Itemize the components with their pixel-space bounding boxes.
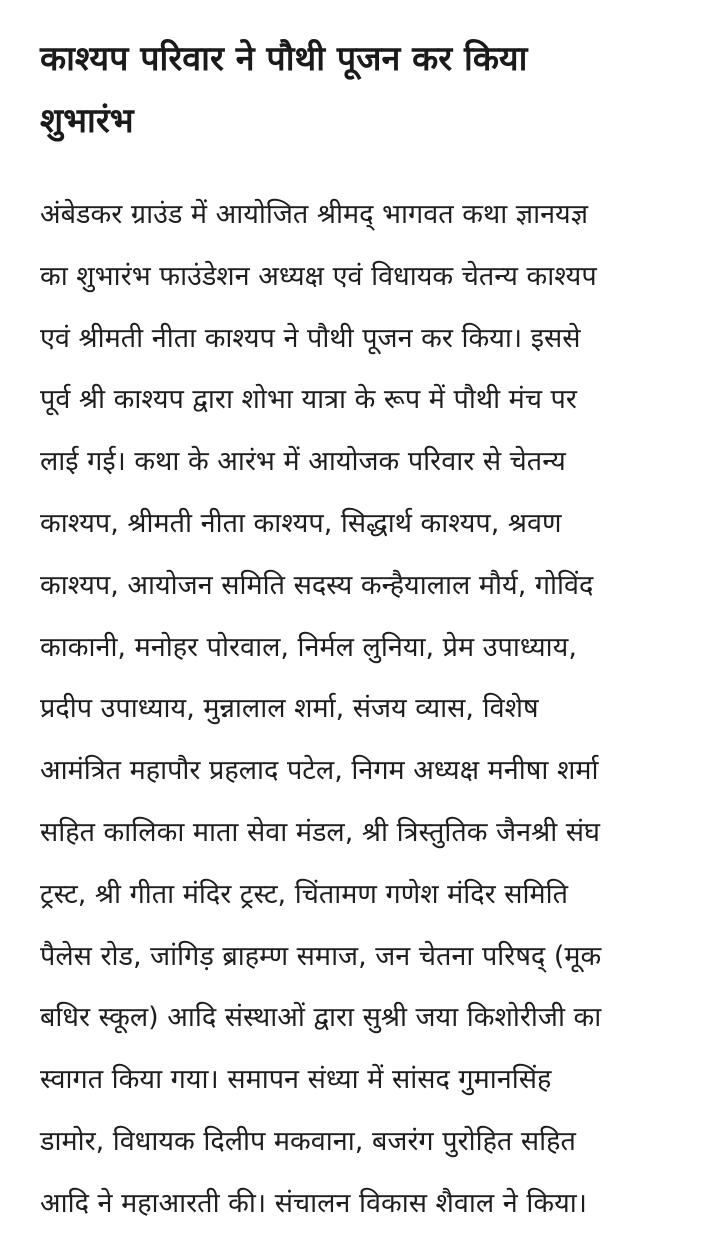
body-line: डामोर, विधायक दिलीप मकवाना, बजरंग पुरोहित सहित <box>40 1125 576 1157</box>
body-line: काश्यप, श्रीमती नीता काश्यप, सिद्धार्थ काश्यप, श्रवण <box>40 507 562 539</box>
body-line: काकानी, मनोहर पोरवाल, निर्मल लुनिया, प्रेम उपाध्याय, <box>40 631 577 663</box>
body-line: प्रदीप उपाध्याय, मुन्नालाल शर्मा, संजय व्यास, विशेष <box>40 693 539 725</box>
body-line: स्वागत किया गया। समापन संध्या में सांसद गुमानसिंह <box>40 1064 552 1096</box>
body-line: आमंत्रित महापौर प्रहलाद पटेल, निगम अध्यक्ष मनीषा शर्मा <box>40 755 599 787</box>
article-body <box>40 184 680 1235</box>
article-headline <box>40 28 680 152</box>
headline-line: शुभारंभ <box>40 101 134 141</box>
body-line: सहित कालिका माता सेवा मंडल, श्री त्रिस्तुतिक जैनश्री संघ <box>40 816 601 848</box>
body-line: काश्यप, आयोजन समिति सदस्य कन्हैयालाल मौर्य, गोविंद <box>40 569 594 601</box>
headline-line: काश्यप परिवार ने पौथी पूजन कर किया <box>40 39 528 79</box>
body-line: बधिर स्कूल) आदि संस्थाओं द्वारा सुश्री जया किशोरीजी का <box>40 1002 602 1034</box>
body-line: पूर्व श्री काश्यप द्वारा शोभा यात्रा के रूप में पौथी मंच पर <box>40 384 577 416</box>
body-line: का शुभारंभ फाउंडेशन अध्यक्ष एवं विधायक चेतन्य काश्यप <box>40 260 597 292</box>
body-line: एवं श्रीमती नीता काश्यप ने पौथी पूजन कर किया। इससे <box>40 322 581 354</box>
body-line: आदि ने महाआरती की। संचालन विकास शैवाल ने किया। <box>40 1187 587 1219</box>
body-line: लाई गई। कथा के आरंभ में आयोजक परिवार से चेतन्य <box>40 446 566 478</box>
body-line: ट्रस्ट, श्री गीता मंदिर ट्रस्ट, चिंतामण गणेश मंदिर समिति <box>40 878 569 910</box>
body-line: पैलेस रोड, जांगिड़ ब्राहम्ण समाज, जन चेतना परिषद् (मूक <box>40 940 602 972</box>
body-line: अंबेडकर ग्राउंड में आयोजित श्रीमद् भागवत कथा ज्ञानयज्ञ <box>40 199 589 230</box>
